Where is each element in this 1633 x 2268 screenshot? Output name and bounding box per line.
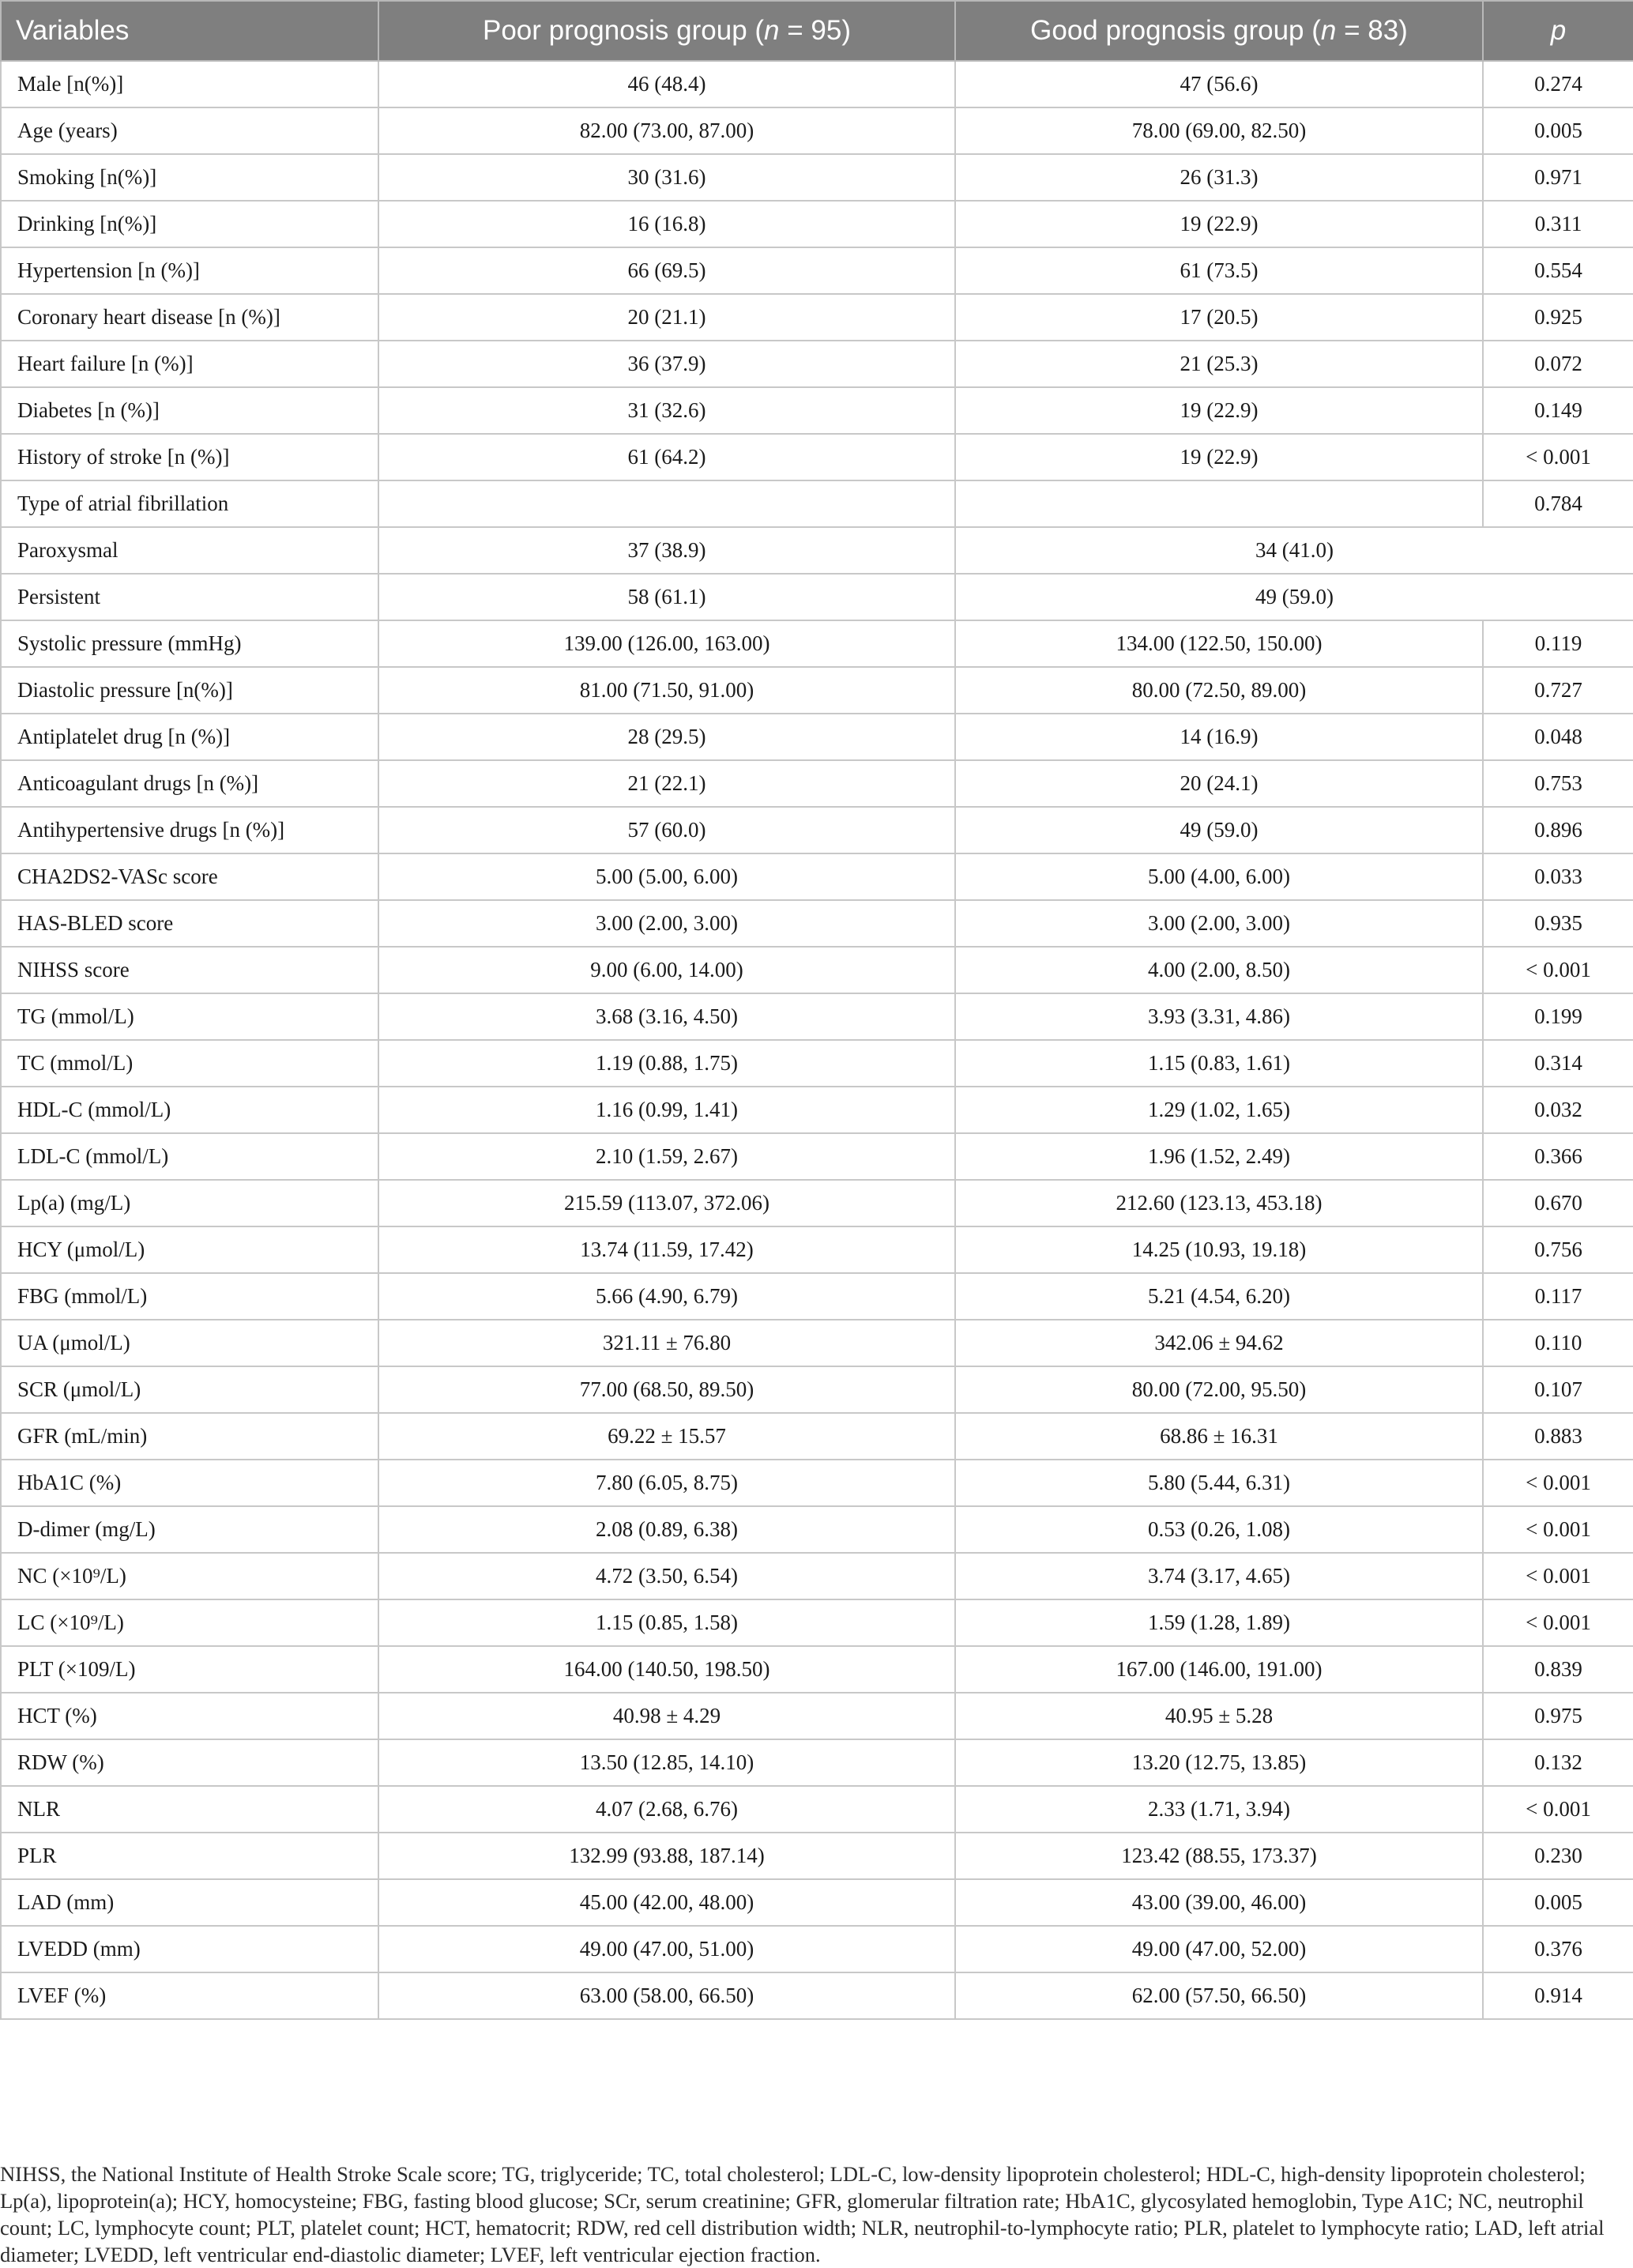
header-poor-prefix: Poor prognosis group ( bbox=[483, 15, 765, 46]
poor-prognosis-cell: 57 (60.0) bbox=[378, 807, 955, 853]
table-row bbox=[1, 434, 1633, 480]
table-row bbox=[1, 1366, 1633, 1413]
variable-cell: HAS-BLED score bbox=[1, 900, 378, 947]
good-prognosis-cell: 1.29 (1.02, 1.65) bbox=[955, 1087, 1483, 1133]
good-prognosis-cell: 1.96 (1.52, 2.49) bbox=[955, 1133, 1483, 1180]
variable-cell: Drinking [n(%)] bbox=[1, 201, 378, 247]
good-prognosis-cell: 14 (16.9) bbox=[955, 714, 1483, 760]
poor-prognosis-cell: 28 (29.5) bbox=[378, 714, 955, 760]
p-value-cell: 0.032 bbox=[1483, 1087, 1633, 1133]
variable-cell: SCR (μmol/L) bbox=[1, 1366, 378, 1413]
good-prognosis-cell: 5.00 (4.00, 6.00) bbox=[955, 853, 1483, 900]
good-prognosis-cell: 212.60 (123.13, 453.18) bbox=[955, 1180, 1483, 1226]
good-prognosis-cell: 21 (25.3) bbox=[955, 341, 1483, 387]
table-row bbox=[1, 807, 1633, 853]
p-value-cell: 0.132 bbox=[1483, 1739, 1633, 1786]
variable-cell: GFR (mL/min) bbox=[1, 1413, 378, 1460]
good-prognosis-cell: 134.00 (122.50, 150.00) bbox=[955, 620, 1483, 667]
p-value-cell: 0.005 bbox=[1483, 1879, 1633, 1926]
header-good-prefix: Good prognosis group ( bbox=[1030, 15, 1321, 46]
poor-prognosis-cell: 1.19 (0.88, 1.75) bbox=[378, 1040, 955, 1087]
variable-cell: Male [n(%)] bbox=[1, 61, 378, 107]
p-value-cell: 0.784 bbox=[1483, 480, 1633, 527]
poor-prognosis-cell: 81.00 (71.50, 91.00) bbox=[378, 667, 955, 714]
good-prognosis-cell: 80.00 (72.00, 95.50) bbox=[955, 1366, 1483, 1413]
poor-prognosis-cell: 20 (21.1) bbox=[378, 294, 955, 341]
good-prognosis-cell: 14.25 (10.93, 19.18) bbox=[955, 1226, 1483, 1273]
poor-prognosis-cell: 3.00 (2.00, 3.00) bbox=[378, 900, 955, 947]
good-prognosis-cell: 2.33 (1.71, 3.94) bbox=[955, 1786, 1483, 1833]
poor-prognosis-cell: 21 (22.1) bbox=[378, 760, 955, 807]
variable-cell: Diastolic pressure [n(%)] bbox=[1, 667, 378, 714]
good-prognosis-cell: 19 (22.9) bbox=[955, 201, 1483, 247]
good-prognosis-cell: 0.53 (0.26, 1.08) bbox=[955, 1506, 1483, 1553]
variable-cell: PLT (×109/L) bbox=[1, 1646, 378, 1693]
table-row bbox=[1, 1786, 1633, 1833]
table-row bbox=[1, 853, 1633, 900]
variable-cell: LAD (mm) bbox=[1, 1879, 378, 1926]
poor-prognosis-cell bbox=[378, 480, 955, 527]
table-row bbox=[1, 1226, 1633, 1273]
p-value-cell: 0.914 bbox=[1483, 1972, 1633, 2019]
p-value-cell: < 0.001 bbox=[1483, 947, 1633, 993]
variable-cell: RDW (%) bbox=[1, 1739, 378, 1786]
variable-cell: Diabetes [n (%)] bbox=[1, 387, 378, 434]
poor-prognosis-cell: 132.99 (93.88, 187.14) bbox=[378, 1833, 955, 1879]
poor-prognosis-cell: 13.50 (12.85, 14.10) bbox=[378, 1739, 955, 1786]
variable-cell: Lp(a) (mg/L) bbox=[1, 1180, 378, 1226]
good-prognosis-cell: 49.00 (47.00, 52.00) bbox=[955, 1926, 1483, 1972]
variable-cell: NLR bbox=[1, 1786, 378, 1833]
table-row bbox=[1, 107, 1633, 154]
poor-prognosis-cell: 37 (38.9) bbox=[378, 527, 955, 574]
poor-prognosis-cell: 82.00 (73.00, 87.00) bbox=[378, 107, 955, 154]
poor-prognosis-cell: 1.16 (0.99, 1.41) bbox=[378, 1087, 955, 1133]
p-value-cell: 0.119 bbox=[1483, 620, 1633, 667]
p-value-cell: 0.376 bbox=[1483, 1926, 1633, 1972]
p-value-cell: < 0.001 bbox=[1483, 1599, 1633, 1646]
table-row bbox=[1, 947, 1633, 993]
good-prognosis-cell: 167.00 (146.00, 191.00) bbox=[955, 1646, 1483, 1693]
poor-prognosis-cell: 31 (32.6) bbox=[378, 387, 955, 434]
p-value-cell: 0.554 bbox=[1483, 247, 1633, 294]
variable-cell: LVEF (%) bbox=[1, 1972, 378, 2019]
header-poor-prognosis bbox=[378, 1, 955, 61]
good-prognosis-cell: 342.06 ± 94.62 bbox=[955, 1320, 1483, 1366]
variable-cell: LC (×10⁹/L) bbox=[1, 1599, 378, 1646]
poor-prognosis-cell: 2.08 (0.89, 6.38) bbox=[378, 1506, 955, 1553]
poor-prognosis-cell: 45.00 (42.00, 48.00) bbox=[378, 1879, 955, 1926]
poor-prognosis-cell: 9.00 (6.00, 14.00) bbox=[378, 947, 955, 993]
p-value-cell: 0.149 bbox=[1483, 387, 1633, 434]
good-prognosis-cell: 49 (59.0) bbox=[955, 807, 1483, 853]
poor-prognosis-cell: 66 (69.5) bbox=[378, 247, 955, 294]
variable-cell: D-dimer (mg/L) bbox=[1, 1506, 378, 1553]
good-prognosis-cell bbox=[955, 480, 1483, 527]
table-row bbox=[1, 1972, 1633, 2019]
table-row bbox=[1, 1460, 1633, 1506]
p-value-cell: 0.727 bbox=[1483, 667, 1633, 714]
variable-cell: Paroxysmal bbox=[1, 527, 378, 574]
table-footnote: NIHSS, the National Institute of Health Stroke Scale score; TG, triglyceride; TC, total cholesterol; LDL-C, low-density lipoprotein cholesterol; HDL-C, high-density lipoprotein cholesterol; Lp(a), lipoprotein(a); HCY, homocysteine; FBG, fasting blood glucose; SCr, serum creatinine; GFR, glomerular filtration rate; HbA1C, glycosylated hemoglobin, Type A1C; NC, neutrophil count; LC, lymphocyte count; PLT, platelet count; HCT, hematocrit; RDW, red cell distribution width; NLR, neutrophil-to-lymphocyte ratio; PLR, platelet to lymphocyte ratio; LAD, left atrial diameter; LVEDD, left ventricular end-diastolic diameter; LVEF, left ventricular ejection fraction. bbox=[0, 2161, 1605, 2266]
table-row bbox=[1, 1040, 1633, 1087]
variable-cell: Anticoagulant drugs [n (%)] bbox=[1, 760, 378, 807]
poor-prognosis-cell: 58 (61.1) bbox=[378, 574, 955, 620]
variable-cell: Heart failure [n (%)] bbox=[1, 341, 378, 387]
poor-prognosis-cell: 16 (16.8) bbox=[378, 201, 955, 247]
poor-prognosis-cell: 1.15 (0.85, 1.58) bbox=[378, 1599, 955, 1646]
variable-cell: PLR bbox=[1, 1833, 378, 1879]
table-row bbox=[1, 1553, 1633, 1599]
variable-cell: TG (mmol/L) bbox=[1, 993, 378, 1040]
table-row bbox=[1, 714, 1633, 760]
variable-cell: NC (×10⁹/L) bbox=[1, 1553, 378, 1599]
good-prognosis-cell: 47 (56.6) bbox=[955, 61, 1483, 107]
good-prognosis-cell: 3.74 (3.17, 4.65) bbox=[955, 1553, 1483, 1599]
p-value-cell: 0.756 bbox=[1483, 1226, 1633, 1273]
header-variables: Variables bbox=[1, 1, 378, 61]
p-value-cell: 0.199 bbox=[1483, 993, 1633, 1040]
header-row bbox=[1, 1, 1633, 61]
table-row bbox=[1, 900, 1633, 947]
p-value-cell: 0.117 bbox=[1483, 1273, 1633, 1320]
p-value-cell: 0.314 bbox=[1483, 1040, 1633, 1087]
table-row bbox=[1, 1320, 1633, 1366]
header-poor-n: n bbox=[764, 15, 780, 46]
table-row bbox=[1, 387, 1633, 434]
good-prognosis-cell: 13.20 (12.75, 13.85) bbox=[955, 1739, 1483, 1786]
poor-prognosis-cell: 77.00 (68.50, 89.50) bbox=[378, 1366, 955, 1413]
poor-prognosis-cell: 36 (37.9) bbox=[378, 341, 955, 387]
good-prognosis-cell: 43.00 (39.00, 46.00) bbox=[955, 1879, 1483, 1926]
poor-prognosis-cell: 30 (31.6) bbox=[378, 154, 955, 201]
p-value-cell: 0.753 bbox=[1483, 760, 1633, 807]
p-value-cell: 0.311 bbox=[1483, 201, 1633, 247]
p-value-cell: < 0.001 bbox=[1483, 1460, 1633, 1506]
variable-cell: Smoking [n(%)] bbox=[1, 154, 378, 201]
header-good-prognosis bbox=[955, 1, 1483, 61]
table-header bbox=[1, 1, 1633, 61]
header-p-label: p bbox=[1550, 15, 1567, 46]
variable-cell: History of stroke [n (%)] bbox=[1, 434, 378, 480]
table-row bbox=[1, 1646, 1633, 1693]
good-prognosis-cell: 1.59 (1.28, 1.89) bbox=[955, 1599, 1483, 1646]
table-row bbox=[1, 201, 1633, 247]
header-good-n: n bbox=[1320, 15, 1337, 46]
variable-cell: Age (years) bbox=[1, 107, 378, 154]
table-row bbox=[1, 1693, 1633, 1739]
p-value-cell: 0.896 bbox=[1483, 807, 1633, 853]
table-row bbox=[1, 154, 1633, 201]
good-prognosis-cell: 68.86 ± 16.31 bbox=[955, 1413, 1483, 1460]
table-row bbox=[1, 1273, 1633, 1320]
p-value-cell: 0.048 bbox=[1483, 714, 1633, 760]
good-prognosis-cell: 4.00 (2.00, 8.50) bbox=[955, 947, 1483, 993]
good-prognosis-cell: 80.00 (72.50, 89.00) bbox=[955, 667, 1483, 714]
poor-prognosis-cell: 13.74 (11.59, 17.42) bbox=[378, 1226, 955, 1273]
p-value-cell: 0.107 bbox=[1483, 1366, 1633, 1413]
poor-prognosis-cell: 321.11 ± 76.80 bbox=[378, 1320, 955, 1366]
p-value-cell: < 0.001 bbox=[1483, 1506, 1633, 1553]
table-row bbox=[1, 61, 1633, 107]
p-value-cell: 0.971 bbox=[1483, 154, 1633, 201]
good-prognosis-cell: 3.93 (3.31, 4.86) bbox=[955, 993, 1483, 1040]
poor-prognosis-cell: 49.00 (47.00, 51.00) bbox=[378, 1926, 955, 1972]
p-value-cell: < 0.001 bbox=[1483, 1786, 1633, 1833]
table-row bbox=[1, 1833, 1633, 1879]
good-prognosis-cell: 19 (22.9) bbox=[955, 434, 1483, 480]
p-value-cell: < 0.001 bbox=[1483, 1553, 1633, 1599]
variable-cell: UA (μmol/L) bbox=[1, 1320, 378, 1366]
header-poor-suffix: = 95) bbox=[779, 15, 851, 46]
table-row bbox=[1, 574, 1633, 620]
variable-cell: HDL-C (mmol/L) bbox=[1, 1087, 378, 1133]
variable-cell: Type of atrial fibrillation bbox=[1, 480, 378, 527]
p-value-cell: 0.670 bbox=[1483, 1180, 1633, 1226]
table-row bbox=[1, 247, 1633, 294]
poor-prognosis-cell: 40.98 ± 4.29 bbox=[378, 1693, 955, 1739]
variable-cell: NIHSS score bbox=[1, 947, 378, 993]
good-prognosis-cell: 34 (41.0) bbox=[955, 527, 1633, 574]
poor-prognosis-cell: 69.22 ± 15.57 bbox=[378, 1413, 955, 1460]
poor-prognosis-cell: 3.68 (3.16, 4.50) bbox=[378, 993, 955, 1040]
p-value-cell: 0.005 bbox=[1483, 107, 1633, 154]
table-row bbox=[1, 1087, 1633, 1133]
table-row bbox=[1, 1879, 1633, 1926]
p-value-cell: 0.925 bbox=[1483, 294, 1633, 341]
good-prognosis-cell: 62.00 (57.50, 66.50) bbox=[955, 1972, 1483, 2019]
good-prognosis-cell: 5.80 (5.44, 6.31) bbox=[955, 1460, 1483, 1506]
table-row bbox=[1, 620, 1633, 667]
variable-cell: FBG (mmol/L) bbox=[1, 1273, 378, 1320]
good-prognosis-cell: 3.00 (2.00, 3.00) bbox=[955, 900, 1483, 947]
variable-cell: Antihypertensive drugs [n (%)] bbox=[1, 807, 378, 853]
header-p-value bbox=[1483, 1, 1633, 61]
table-row bbox=[1, 1180, 1633, 1226]
p-value-cell: 0.274 bbox=[1483, 61, 1633, 107]
table-row bbox=[1, 667, 1633, 714]
variable-cell: HCY (μmol/L) bbox=[1, 1226, 378, 1273]
poor-prognosis-cell: 61 (64.2) bbox=[378, 434, 955, 480]
good-prognosis-cell: 123.42 (88.55, 173.37) bbox=[955, 1833, 1483, 1879]
p-value-cell: 0.110 bbox=[1483, 1320, 1633, 1366]
variable-cell: Systolic pressure (mmHg) bbox=[1, 620, 378, 667]
table-row bbox=[1, 1599, 1633, 1646]
variable-cell: Hypertension [n (%)] bbox=[1, 247, 378, 294]
variable-cell: CHA2DS2-VASc score bbox=[1, 853, 378, 900]
header-good-suffix: = 83) bbox=[1336, 15, 1408, 46]
p-value-cell: 0.072 bbox=[1483, 341, 1633, 387]
variable-cell: HbA1C (%) bbox=[1, 1460, 378, 1506]
poor-prognosis-cell: 63.00 (58.00, 66.50) bbox=[378, 1972, 955, 2019]
table-row bbox=[1, 1506, 1633, 1553]
poor-prognosis-cell: 2.10 (1.59, 2.67) bbox=[378, 1133, 955, 1180]
good-prognosis-cell: 49 (59.0) bbox=[955, 574, 1633, 620]
good-prognosis-cell: 20 (24.1) bbox=[955, 760, 1483, 807]
good-prognosis-cell: 17 (20.5) bbox=[955, 294, 1483, 341]
p-value-cell: 0.883 bbox=[1483, 1413, 1633, 1460]
table-row bbox=[1, 1739, 1633, 1786]
poor-prognosis-cell: 46 (48.4) bbox=[378, 61, 955, 107]
table-row bbox=[1, 1926, 1633, 1972]
p-value-cell: 0.935 bbox=[1483, 900, 1633, 947]
p-value-cell: 0.033 bbox=[1483, 853, 1633, 900]
poor-prognosis-cell: 164.00 (140.50, 198.50) bbox=[378, 1646, 955, 1693]
p-value-cell: 0.230 bbox=[1483, 1833, 1633, 1879]
variable-cell: LDL-C (mmol/L) bbox=[1, 1133, 378, 1180]
poor-prognosis-cell: 5.66 (4.90, 6.79) bbox=[378, 1273, 955, 1320]
poor-prognosis-cell: 139.00 (126.00, 163.00) bbox=[378, 620, 955, 667]
poor-prognosis-cell: 5.00 (5.00, 6.00) bbox=[378, 853, 955, 900]
p-value-cell: 0.366 bbox=[1483, 1133, 1633, 1180]
good-prognosis-cell: 1.15 (0.83, 1.61) bbox=[955, 1040, 1483, 1087]
good-prognosis-cell: 5.21 (4.54, 6.20) bbox=[955, 1273, 1483, 1320]
variable-cell: LVEDD (mm) bbox=[1, 1926, 378, 1972]
table-row bbox=[1, 993, 1633, 1040]
poor-prognosis-cell: 215.59 (113.07, 372.06) bbox=[378, 1180, 955, 1226]
table-row bbox=[1, 341, 1633, 387]
variable-cell: HCT (%) bbox=[1, 1693, 378, 1739]
good-prognosis-cell: 19 (22.9) bbox=[955, 387, 1483, 434]
poor-prognosis-cell: 4.07 (2.68, 6.76) bbox=[378, 1786, 955, 1833]
variable-cell: Antiplatelet drug [n (%)] bbox=[1, 714, 378, 760]
good-prognosis-cell: 78.00 (69.00, 82.50) bbox=[955, 107, 1483, 154]
good-prognosis-cell: 40.95 ± 5.28 bbox=[955, 1693, 1483, 1739]
table-row bbox=[1, 527, 1633, 574]
poor-prognosis-cell: 4.72 (3.50, 6.54) bbox=[378, 1553, 955, 1599]
table-row bbox=[1, 1133, 1633, 1180]
table-row bbox=[1, 1413, 1633, 1460]
p-value-cell: 0.975 bbox=[1483, 1693, 1633, 1739]
good-prognosis-cell: 61 (73.5) bbox=[955, 247, 1483, 294]
variable-cell: Coronary heart disease [n (%)] bbox=[1, 294, 378, 341]
p-value-cell: 0.839 bbox=[1483, 1646, 1633, 1693]
table-row bbox=[1, 760, 1633, 807]
poor-prognosis-cell: 7.80 (6.05, 8.75) bbox=[378, 1460, 955, 1506]
variable-cell: TC (mmol/L) bbox=[1, 1040, 378, 1087]
table-row bbox=[1, 294, 1633, 341]
good-prognosis-cell: 26 (31.3) bbox=[955, 154, 1483, 201]
table-body bbox=[1, 61, 1633, 2019]
variable-cell: Persistent bbox=[1, 574, 378, 620]
table-row bbox=[1, 480, 1633, 527]
p-value-cell: < 0.001 bbox=[1483, 434, 1633, 480]
